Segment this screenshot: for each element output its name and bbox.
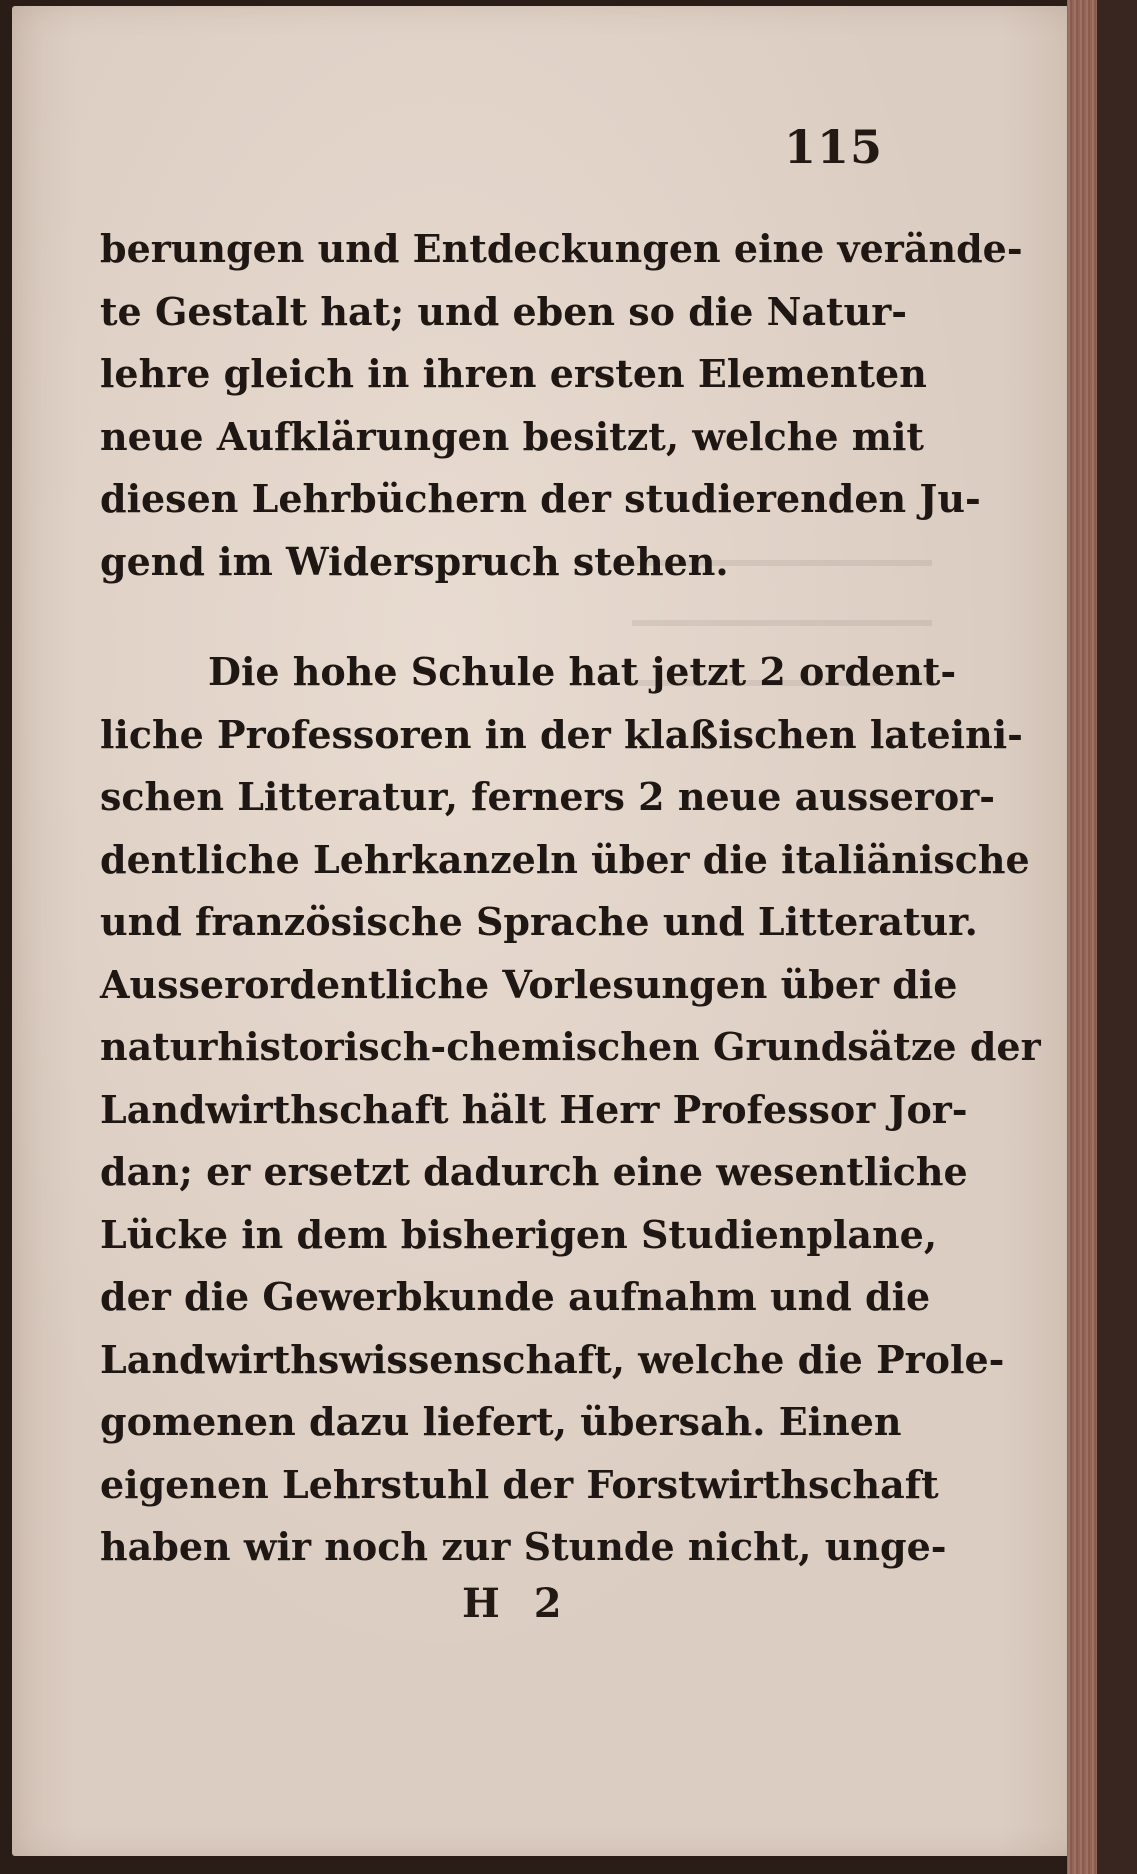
text-line: te Gestalt hat; und eben so die Natur- [100, 288, 907, 334]
book-cover-edge [1097, 0, 1137, 1874]
text-line: diesen Lehrbüchern der studierenden Ju- [100, 476, 981, 521]
page-number: 115 [784, 120, 884, 174]
text-line: der die Gewerbkunde aufnahm und die [100, 1274, 931, 1319]
text-line: lehre gleich in ihren ersten Elementen [100, 351, 927, 396]
text-line: und französische Sprache und Litteratur. [100, 899, 978, 944]
paragraph-1 [100, 218, 1023, 593]
paragraph-gap [100, 593, 876, 641]
body-text [100, 218, 1041, 1579]
text-line: dan; er ersetzt dadurch eine wesentliche [100, 1149, 968, 1194]
text-line: gend im Widerspruch stehen. [100, 538, 729, 584]
paragraph-2 [100, 641, 1041, 1579]
text-line: Lücke in dem bisherigen Studienplane, [100, 1211, 938, 1257]
text-line: haben wir noch zur Stunde nicht, unge- [100, 1524, 947, 1569]
text-line: liche Professoren in der klaßischen lateini- [100, 711, 1023, 757]
text-line: neue Aufklärungen besitzt, welche mit [100, 413, 924, 459]
text-line: Ausserordentliche Vorlesungen über die [100, 961, 958, 1007]
text-line: Landwirthschaft hält Herr Professor Jor- [100, 1086, 968, 1132]
text-line: dentliche Lehrkanzeln über die italiänische [100, 836, 1030, 882]
text-line: gomenen dazu liefert, übersah. Einen [100, 1399, 902, 1444]
text-line: schen Litteratur, ferners 2 neue ausseror- [100, 774, 996, 819]
text-line: Landwirthswissenschaft, welche die Prole- [100, 1336, 1005, 1382]
printer-signature-mark: H 2 [462, 1580, 572, 1627]
text-line: berungen und Entdeckungen eine verände- [100, 226, 1023, 271]
text-line: Die hohe Schule hat jetzt 2 ordent- [208, 649, 957, 694]
text-line: naturhistorisch-chemischen Grundsätze der [100, 1024, 1041, 1069]
text-line: eigenen Lehrstuhl der Forstwirthschaft [100, 1461, 939, 1507]
